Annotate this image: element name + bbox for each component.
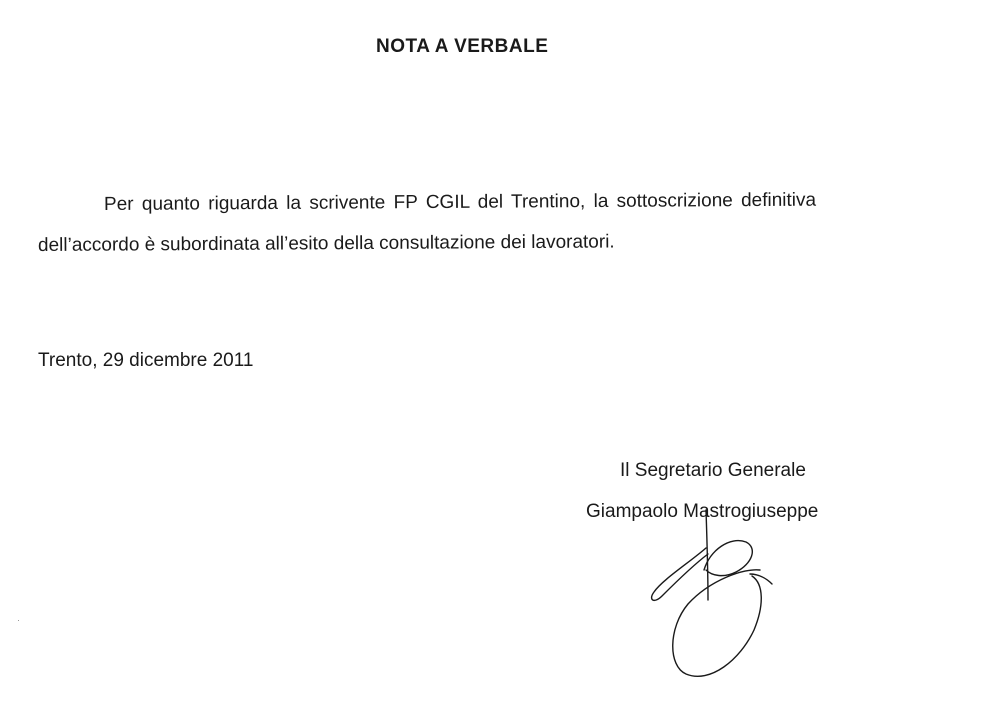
body-text-line-1: Per quanto riguarda la scrivente FP CGIL del Trentino, la sottoscrizione definitiva xyxy=(103,189,817,215)
signer-name: Giampaolo Mastrogiuseppe xyxy=(586,501,819,522)
document-title: NOTA A VERBALE xyxy=(376,36,549,57)
handwritten-signature xyxy=(640,500,780,700)
body-text-line-2: dell’accordo è subordinata all’esito della consultazione dei lavoratori. xyxy=(37,231,615,256)
signer-role: Il Segretario Generale xyxy=(620,460,806,481)
scan-speck xyxy=(18,620,19,621)
place-and-date: Trento, 29 dicembre 2011 xyxy=(38,350,254,371)
